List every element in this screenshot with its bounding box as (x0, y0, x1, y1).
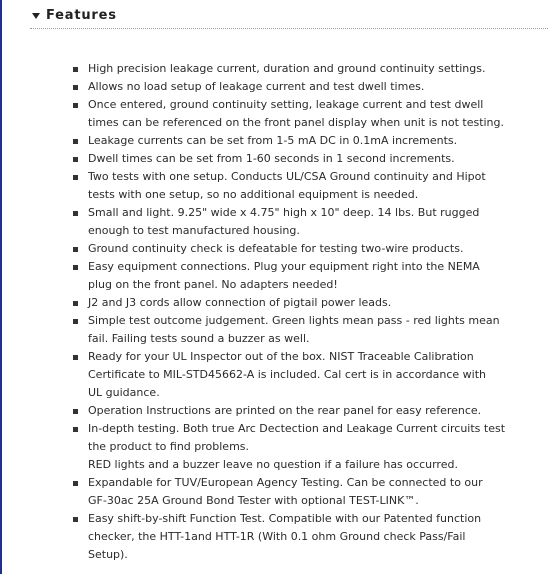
feature-text-line: Dwell times can be set from 1-60 seconds in 1 second increments. (88, 152, 455, 165)
feature-item (88, 96, 508, 132)
feature-text-line: Operation Instructions are printed on the rear panel for easy reference. (88, 404, 482, 417)
feature-text-line: Once entered, ground continuity setting, leakage current and test dwell (88, 98, 484, 111)
feature-item (88, 60, 508, 78)
feature-text-line: fail. Failing tests sound a buzzer as well. (88, 332, 310, 345)
features-section-header[interactable] (32, 5, 117, 25)
feature-text-line: Easy equipment connections. Plug your equipment right into the NEMA (88, 260, 480, 273)
feature-item (88, 510, 508, 564)
feature-text-line: J2 and J3 cords allow connection of pigtail power leads. (88, 296, 392, 309)
feature-text-line: Allows no load setup of leakage current and test dwell times. (88, 80, 425, 93)
feature-item (88, 150, 508, 168)
feature-text-line: Small and light. 9.25" wide x 4.75" high x 10" deep. 14 lbs. But rugged (88, 206, 480, 219)
feature-text-line: enough to test manufactured housing. (88, 224, 300, 237)
feature-item (88, 78, 508, 96)
section-title: Features (46, 7, 117, 23)
feature-text-line: Leakage currents can be set from 1-5 mA DC in 0.1mA increments. (88, 134, 458, 147)
feature-text-line: UL guidance. (88, 386, 160, 399)
feature-text-line: plug on the front panel. No adapters needed! (88, 278, 338, 291)
feature-text-line: Two tests with one setup. Conducts UL/CSA Ground continuity and Hipot (88, 170, 486, 183)
feature-text-line: GF-30ac 25A Ground Bond Tester with optional TEST-LINK™. (88, 494, 419, 507)
feature-text-line: High precision leakage current, duration and ground continuity settings. (88, 62, 486, 75)
feature-text-line: Easy shift-by-shift Function Test. Compatible with our Patented function (88, 512, 482, 525)
collapse-triangle-icon[interactable] (32, 13, 40, 19)
feature-text-line: Simple test outcome judgement. Green lights mean pass - red lights mean (88, 314, 500, 327)
left-border (0, 0, 2, 574)
feature-item (88, 312, 508, 348)
feature-item (88, 348, 508, 402)
feature-text-line: RED lights and a buzzer leave no question if a failure has occurred. (88, 458, 458, 471)
feature-item (88, 474, 508, 510)
feature-item (88, 402, 508, 420)
feature-text-line: Ready for your UL Inspector out of the box. NIST Traceable Calibration (88, 350, 474, 363)
feature-item (88, 258, 508, 294)
feature-item (88, 294, 508, 312)
feature-text-line: Expandable for TUV/European Agency Testing. Can be connected to our (88, 476, 483, 489)
feature-text-line: checker, the HTT-1and HTT-1R (With 0.1 ohm Ground check Pass/Fail (88, 530, 466, 543)
feature-text-line: In-depth testing. Both true Arc Dectection and Leakage Current circuits test (88, 422, 506, 435)
feature-item (88, 240, 508, 258)
features-list (88, 60, 508, 564)
feature-text-line: tests with one setup, so no additional equipment is needed. (88, 188, 419, 201)
feature-text-line: times can be referenced on the front panel display when unit is not testing. (88, 116, 505, 129)
feature-text-line: the product to find problems. (88, 440, 250, 453)
feature-item (88, 204, 508, 240)
feature-text-line: Ground continuity check is defeatable for testing two-wire products. (88, 242, 464, 255)
feature-item (88, 168, 508, 204)
feature-item (88, 132, 508, 150)
feature-item (88, 420, 508, 474)
feature-text-line: Setup). (88, 548, 128, 561)
feature-text-line: Certificate to MIL-STD45662-A is included. Cal cert is in accordance with (88, 368, 487, 381)
section-divider (30, 28, 548, 29)
